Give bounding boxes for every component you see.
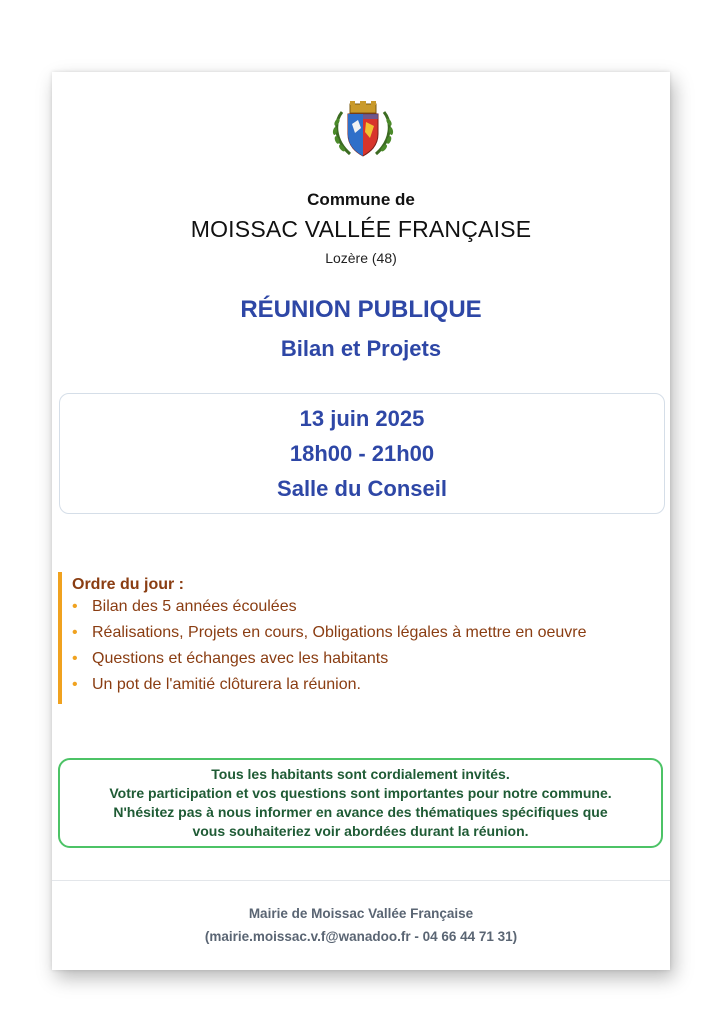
department-label: Lozère (48)	[325, 250, 397, 266]
agenda-section	[58, 572, 662, 704]
footer-divider	[52, 880, 670, 881]
invitation-line: vous souhaiteriez voir abordées durant la réunion.	[192, 823, 529, 839]
event-subtitle: Bilan et Projets	[280, 336, 442, 361]
bullet-icon: •	[72, 624, 78, 641]
event-time: 18h00 - 21h00	[289, 441, 435, 466]
agenda-item	[72, 676, 361, 694]
bullet-icon: •	[72, 598, 78, 615]
invitation-line: Votre participation et vos questions sont importantes pour notre commune.	[109, 785, 612, 801]
invitation-line: Tous les habitants sont cordialement invités.	[211, 766, 510, 782]
commune-name: MOISSAC VALLÉE FRANÇAISE	[190, 216, 532, 242]
poster-sheet	[52, 72, 670, 970]
agenda-item	[72, 598, 297, 616]
footer-contact: (mairie.moissac.v.f@wanadoo.fr - 04 66 44 71 31)	[204, 929, 518, 944]
agenda-item	[72, 624, 586, 642]
footer-organization: Mairie de Moissac Vallée Française	[248, 906, 474, 921]
municipal-coat-of-arms-icon	[328, 100, 398, 162]
event-place: Salle du Conseil	[277, 476, 447, 501]
event-date: 13 juin 2025	[299, 406, 425, 431]
agenda-item-text: Un pot de l'amitié clôturera la réunion.	[92, 676, 361, 693]
invitation-box	[58, 758, 663, 848]
commune-prefix: Commune de	[307, 190, 415, 209]
agenda-heading: Ordre du jour :	[72, 576, 184, 593]
bullet-icon: •	[72, 676, 78, 693]
invitation-line: N'hésitez pas à nous informer en avance des thématiques spécifiques que	[113, 804, 608, 820]
event-details-box	[59, 393, 665, 514]
event-title: RÉUNION PUBLIQUE	[240, 296, 482, 323]
agenda-item-text: Bilan des 5 années écoulées	[92, 598, 297, 615]
agenda-item-text: Réalisations, Projets en cours, Obligations légales à mettre en oeuvre	[92, 624, 587, 641]
bullet-icon: •	[72, 650, 78, 667]
agenda-item	[72, 650, 388, 668]
agenda-item-text: Questions et échanges avec les habitants	[92, 650, 389, 667]
